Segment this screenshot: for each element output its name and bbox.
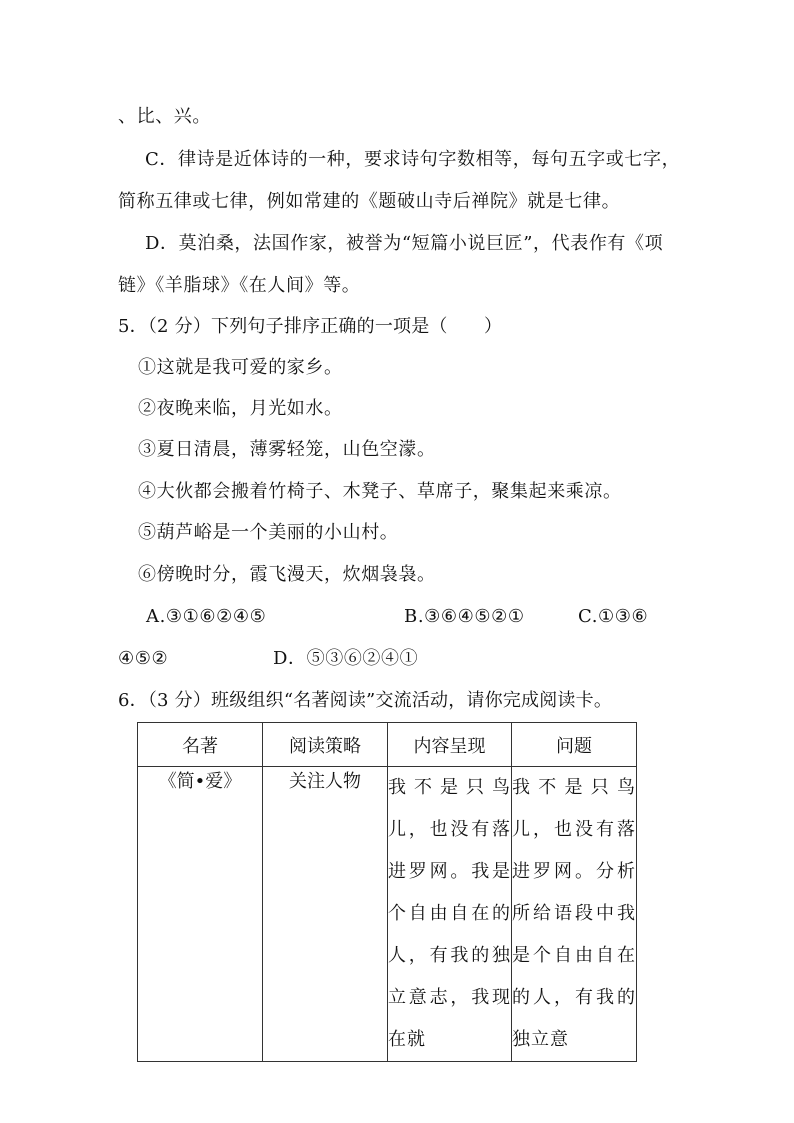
- sentence-5: ⑤葫芦峪是一个美丽的小山村。: [138, 522, 399, 543]
- sentence-6: ⑥傍晚时分，霞飞漫天，炊烟袅袅。: [138, 564, 436, 585]
- cell-reading-strategy: 关注人物: [263, 767, 388, 1062]
- cell-content: 我不是只鸟儿，也没有落进罗网。我是个自由自在的人，有我的独立意志，我现在就: [388, 767, 512, 1062]
- choice-b: B.③⑥④⑤②①: [404, 606, 525, 627]
- option-c-line-1: C．律诗是近体诗的一种，要求诗句字数相等，每句五字或七字，: [145, 149, 681, 170]
- option-b-continuation: 、比、兴。: [118, 106, 211, 127]
- question-6-stem: 6．（3 分）班级组织“名著阅读”交流活动，请你完成阅读卡。: [118, 690, 613, 711]
- sentence-4: ④大伙都会搬着竹椅子、木凳子、草席子，聚集起来乘凉。: [138, 481, 622, 502]
- cell-question: 我不是只鸟儿，也没有落进罗网。分析所给语段中我是个自由自在的人，有我的独立意: [512, 767, 637, 1062]
- header-reading-strategy: 阅读策略: [263, 723, 388, 767]
- option-d-line-2: 链》《羊脂球》《在人间》等。: [118, 275, 361, 296]
- header-content: 内容呈现: [388, 723, 512, 767]
- choice-c-part-2: ④⑤②: [118, 648, 169, 669]
- choice-c-part-1: C.①③⑥: [578, 606, 649, 627]
- header-book-title: 名著: [138, 723, 263, 767]
- question-5-stem: 5．（2 分）下列句子排序正确的一项是（ ）: [118, 316, 503, 337]
- choice-d: D．⑤③⑥②④①: [273, 648, 419, 669]
- table-header-row: [138, 723, 637, 767]
- sentence-1: ①这就是我可爱的家乡。: [138, 357, 343, 378]
- choice-a: A.③①⑥②④⑤: [146, 606, 267, 627]
- option-c-line-2: 简称五律或七律，例如常建的《题破山寺后禅院》就是七律。: [118, 191, 621, 212]
- header-question: 问题: [512, 723, 637, 767]
- option-d-line-1: D．莫泊桑，法国作家，被誉为“短篇小说巨匠”，代表作有《项: [145, 233, 664, 254]
- cell-book-title: 《简•爱》: [138, 767, 263, 1062]
- sentence-2: ②夜晚来临，月光如水。: [138, 398, 343, 419]
- table-row: [138, 767, 637, 1062]
- reading-card-table: [137, 722, 637, 1062]
- sentence-3: ③夏日清晨，薄雾轻笼，山色空濛。: [138, 439, 436, 460]
